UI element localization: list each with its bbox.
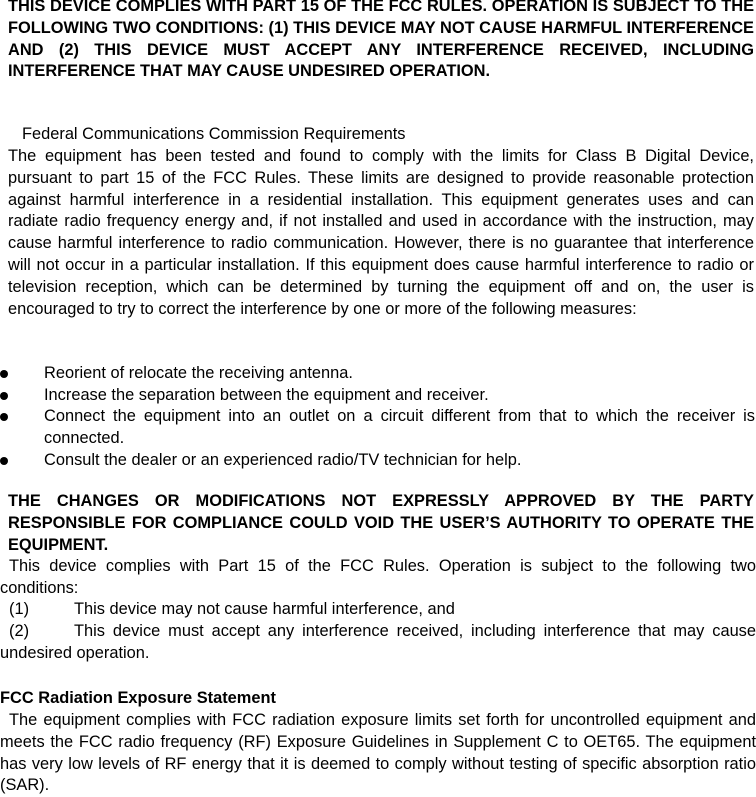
- fcc-changes-caps: THE CHANGES OR MODIFICATIONS NOT EXPRESSLY APPROVED BY THE PARTY RESPONSIBLE FOR COMPLIANCE COULD VOID THE USER’S AUTHORITY TO OPERATE THE EQUIPMENT.: [8, 492, 754, 554]
- condition-text: This device may not cause harmful interference, and: [74, 600, 455, 618]
- bullet-icon: [0, 370, 8, 378]
- condition-item: [0, 621, 756, 665]
- fcc-requirements-paragraph: The equipment has been tested and found to comply with the limits for Class B Digital Device, pursuant to part 15 of the FCC Rules. These limits are designed to provide reasonable protection against harmful interference in a residential installation. This equipment generates uses and can radiate radio frequency energy and, if not installed and used in accordance with the instruction, may cause harmful interference to radio communication. However, there is no guarantee that interference will not occur in a particular installation. If this equipment does cause harmful interference to radio or television reception, which can be determined by turning the equipment off and on, the user is encouraged to try to correct the interference by one or more of the following measures:: [8, 147, 754, 318]
- condition-item: [0, 599, 756, 621]
- measure-text: Consult the dealer or an experienced radio/TV technician for help.: [44, 451, 522, 469]
- fcc-requirements-heading: Federal Communications Commission Requirements: [22, 125, 406, 143]
- measure-text: Connect the equipment into an outlet on a circuit different from that to which the receiver is connected.: [44, 407, 755, 447]
- measure-text: Increase the separation between the equipment and receiver.: [44, 386, 489, 404]
- condition-number: (1): [9, 600, 30, 618]
- part15-intro: This device complies with Part 15 of the FCC Rules. Operation is subject to the following two conditions:: [0, 557, 756, 597]
- radiation-heading: FCC Radiation Exposure Statement: [0, 689, 276, 707]
- fcc-warning-caps: THIS DEVICE COMPLIES WITH PART 15 OF THE FCC RULES. OPERATION IS SUBJECT TO THE FOLLOWING TWO CONDITIONS: (1) THIS DEVICE MAY NOT CAUSE HARMFUL INTERFERENCE AND (2) THIS DEVICE MUST ACCEPT ANY INTERFERENCE RECEIVED, INCLUDING INTERFERENCE THAT MAY CAUSE UNDESIRED OPERATION.: [8, 0, 754, 81]
- bullet-icon: [0, 457, 8, 465]
- measure-text: Reorient of relocate the receiving antenna.: [44, 364, 353, 382]
- condition-text: This device must accept any interference received, including interference that may cause undesired operation.: [0, 622, 756, 662]
- radiation-paragraph: The equipment complies with FCC radiation exposure limits set forth for uncontrolled equipment and meets the FCC radio frequency (RF) Exposure Guidelines in Supplement C to OET65. The equipment has very low levels of RF energy that it is deemed to comply without testing of specific absorption ratio (SAR).: [0, 711, 756, 795]
- condition-number: (2): [9, 622, 30, 640]
- bullet-icon: [0, 392, 8, 400]
- bullet-icon: [0, 413, 8, 421]
